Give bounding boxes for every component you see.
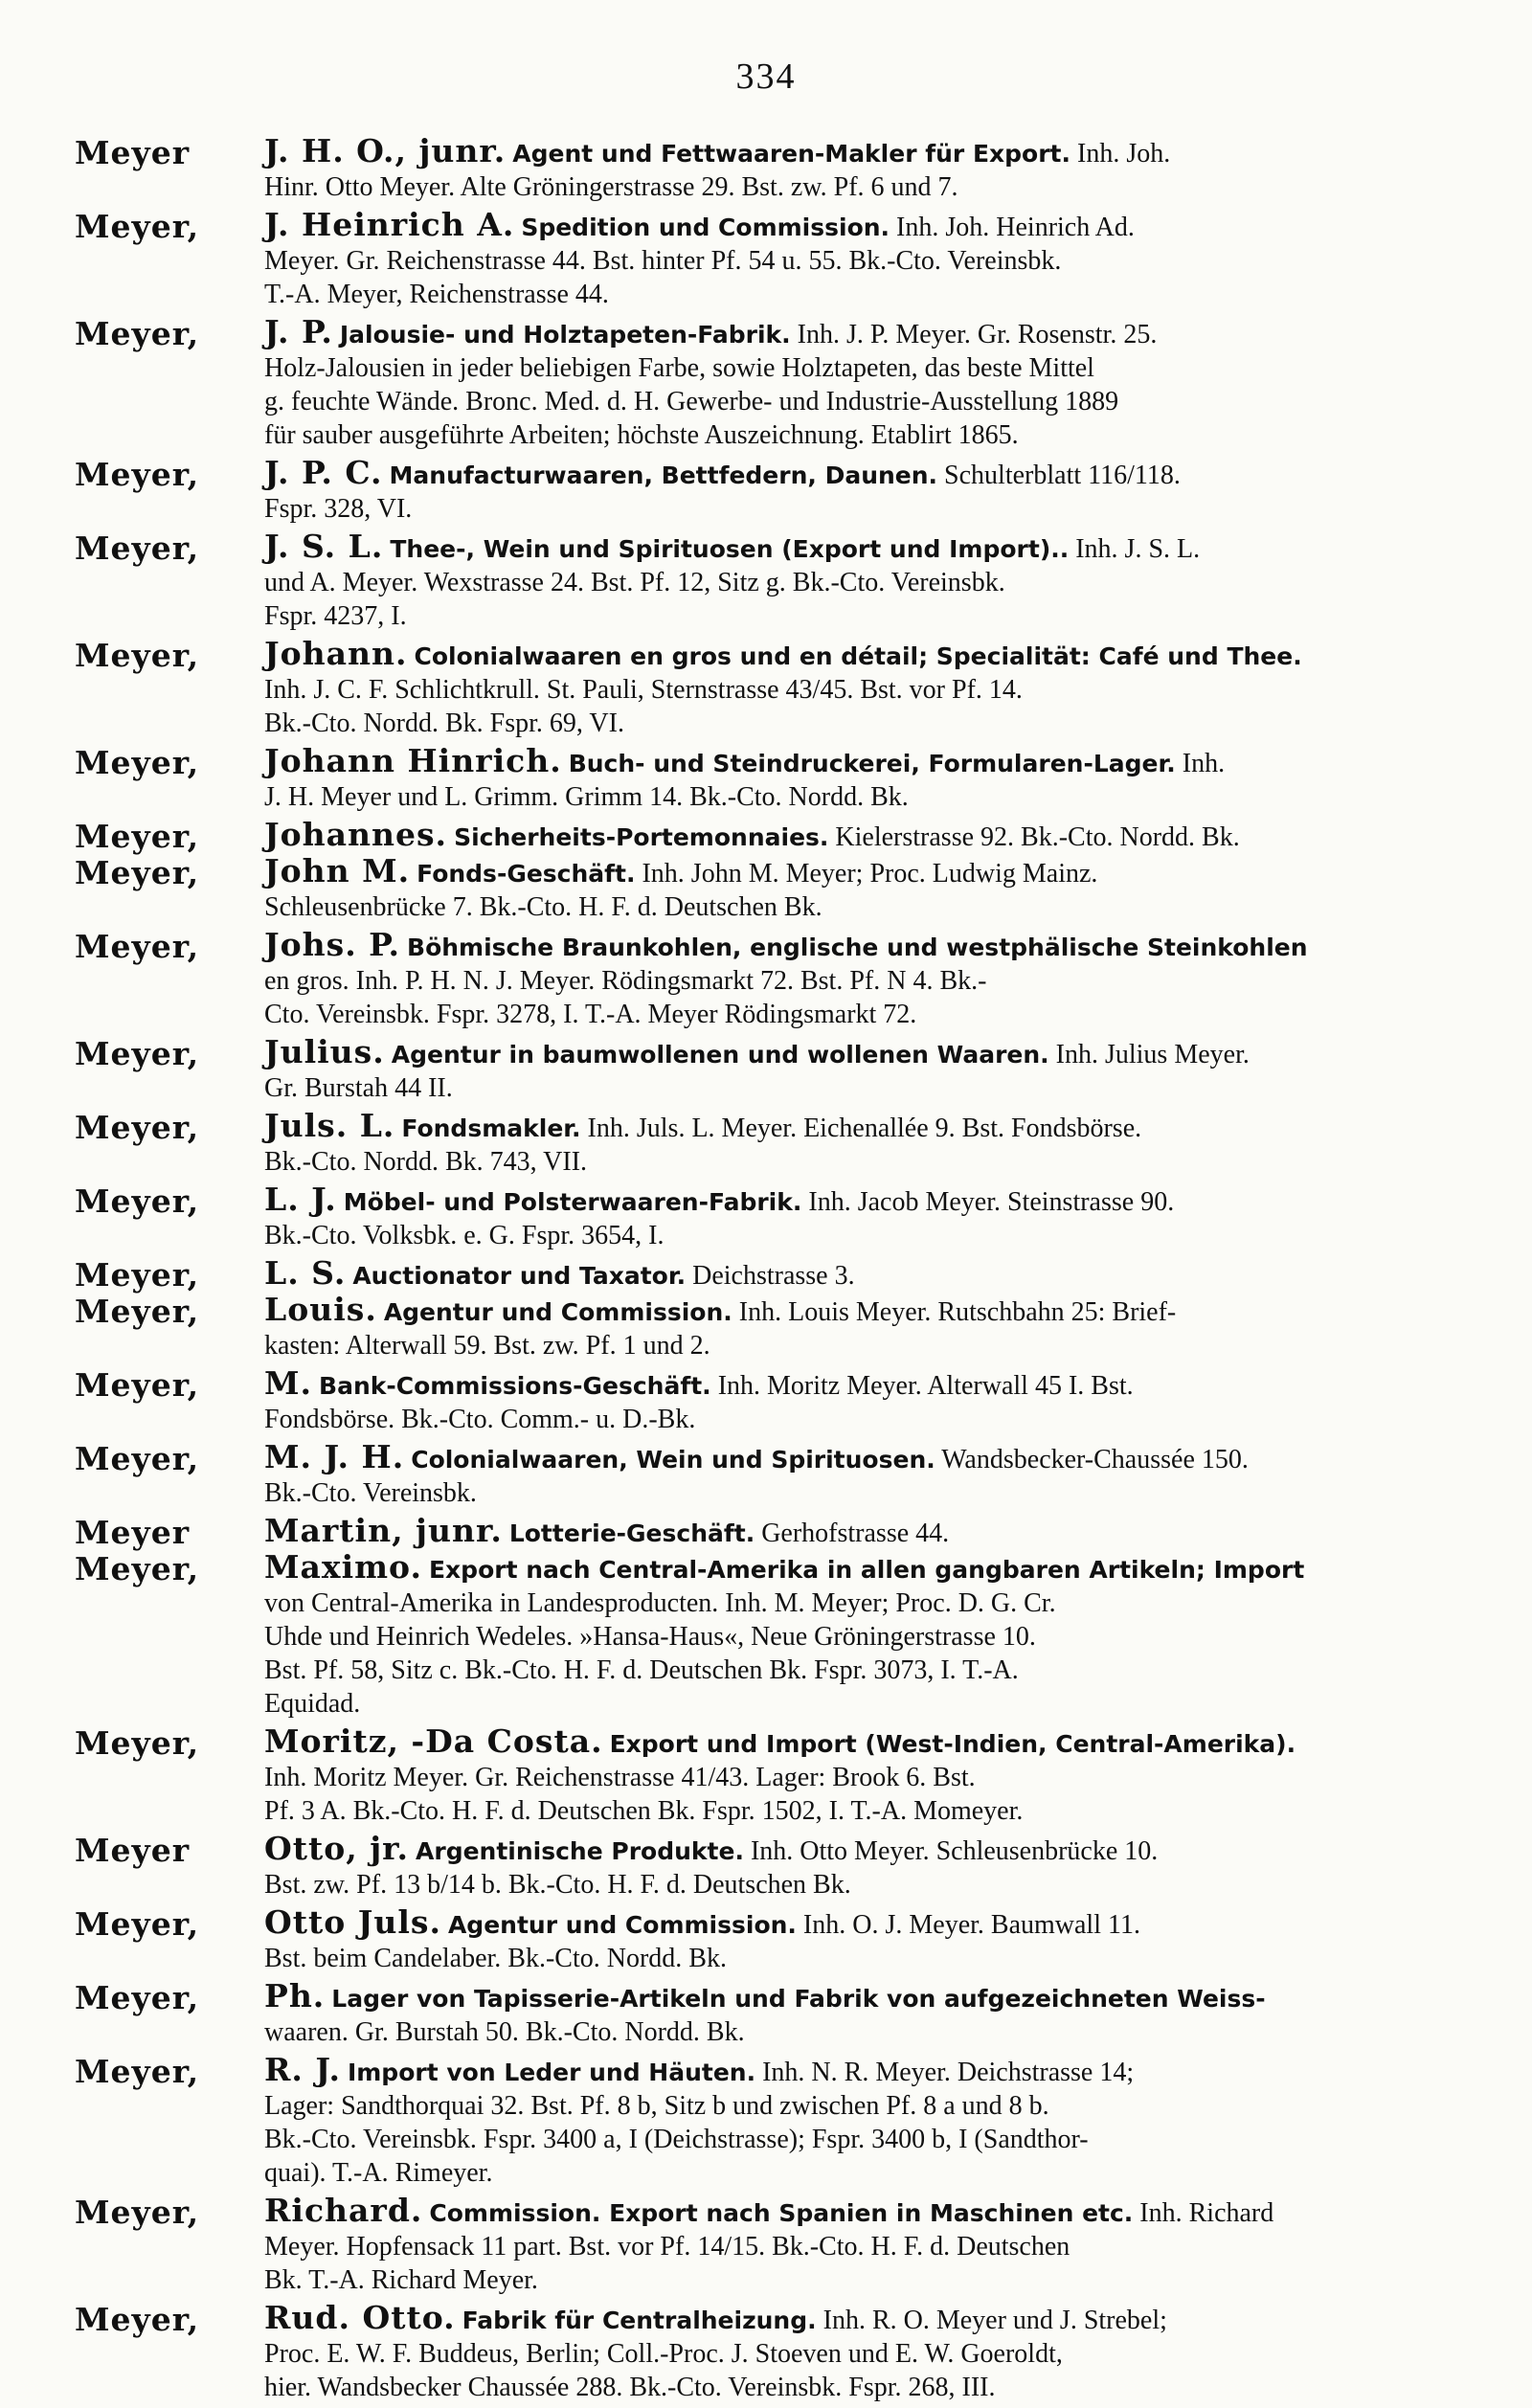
entry-continuation-line: Bst. beim Candelaber. Bk.-Cto. Nordd. Bk. xyxy=(264,1944,727,1973)
entry-continuation-line: Hinr. Otto Meyer. Alte Gröningerstrasse 29. Bst. zw. Pf. 6 und 7. xyxy=(264,172,958,202)
entry-details: Inh. xyxy=(1182,749,1226,778)
entry-first-line xyxy=(264,818,1490,854)
directory-entry xyxy=(75,208,1490,311)
entry-firm-name: Ph. xyxy=(264,1977,326,2014)
directory-entry xyxy=(75,1035,1490,1105)
entry-first-line xyxy=(264,1514,1490,1550)
entry-details: Inh. Juls. L. Meyer. Eichenallée 9. Bst. Fondsbörse. xyxy=(587,1114,1142,1143)
entry-surname: Meyer, xyxy=(75,1724,200,1762)
entry-continuation-line: Inh. Moritz Meyer. Gr. Reichenstrasse 41/43. Lager: Brook 6. Bst. xyxy=(264,1763,976,1792)
entry-details: Inh. J. S. L. xyxy=(1075,534,1201,564)
directory-entry xyxy=(75,818,1490,854)
entry-surname: Meyer, xyxy=(75,1905,200,1943)
entry-firm-name: Maximo. xyxy=(264,1548,422,1586)
entry-business: Böhmische Braunkohlen, englische und westphälische Steinkohlen xyxy=(407,934,1308,961)
directory-entry xyxy=(75,529,1490,633)
entry-surname: Meyer xyxy=(75,1832,191,1869)
entry-surname: Meyer, xyxy=(75,2194,200,2231)
entry-business: Lager von Tapisserie-Artikeln und Fabrik von aufgezeichneten Weiss- xyxy=(331,1985,1266,2013)
entry-first-line xyxy=(264,2194,1490,2230)
directory-entry xyxy=(75,1832,1490,1902)
entry-first-line xyxy=(264,529,1490,566)
entry-details: Inh. Louis Meyer. Rutschbahn 25: Brief- xyxy=(738,1297,1177,1327)
entry-business: Lotterie-Geschäft. xyxy=(508,1519,755,1547)
entry-first-line xyxy=(264,928,1490,964)
entry-surname: Meyer, xyxy=(75,744,200,781)
entry-business: Fondsmakler. xyxy=(401,1114,581,1142)
entry-continuation-line: Gr. Burstah 44 II. xyxy=(264,1073,453,1103)
entry-business: Colonialwaaren, Wein und Spirituosen. xyxy=(411,1446,935,1474)
entry-business: Colonialwaaren en gros und en détail; Specialität: Café und Thee. xyxy=(414,642,1302,670)
entry-continuation-line: Proc. E. W. F. Buddeus, Berlin; Coll.-Proc. J. Stoeven und E. W. Goeroldt, xyxy=(264,2339,1063,2369)
entry-firm-name: Moritz, -Da Costa. xyxy=(264,1722,603,1760)
entry-continuation-line: g. feuchte Wände. Bronc. Med. d. H. Gewerbe- und Industrie-Ausstellung 1889 xyxy=(264,387,1119,416)
entry-first-line xyxy=(264,2053,1490,2089)
entry-first-line xyxy=(264,1550,1490,1587)
entry-business: Auctionator und Taxator. xyxy=(352,1262,687,1290)
entry-continuation-line: T.-A. Meyer, Reichenstrasse 44. xyxy=(264,280,609,309)
entry-continuation-line: kasten: Alterwall 59. Bst. zw. Pf. 1 und 2. xyxy=(264,1331,710,1361)
entry-surname: Meyer, xyxy=(75,1035,200,1072)
entry-details: Inh. O. J. Meyer. Baumwall 11. xyxy=(802,1910,1140,1940)
entry-details: Inh. Joh. Heinrich Ad. xyxy=(896,213,1135,242)
entry-continuation-line: Bk.-Cto. Vereinsbk. Fspr. 3400 a, I (Deichstrasse); Fspr. 3400 b, I (Sandthor- xyxy=(264,2125,1089,2154)
entry-business: Import von Leder und Häuten. xyxy=(347,2059,756,2086)
entry-continuation-line: en gros. Inh. P. H. N. J. Meyer. Rödingsmarkt 72. Bst. Pf. N 4. Bk.- xyxy=(264,966,987,996)
entry-surname: Meyer, xyxy=(75,1979,200,2016)
entry-details: Inh. Otto Meyer. Schleusenbrücke 10. xyxy=(750,1836,1159,1866)
entry-continuation-line: quai). T.-A. Rimeyer. xyxy=(264,2158,493,2188)
entry-details: Inh. Moritz Meyer. Alterwall 45 I. Bst. xyxy=(717,1371,1134,1401)
entry-first-line xyxy=(264,1256,1490,1293)
entry-first-line xyxy=(264,1440,1490,1476)
entry-surname: Meyer xyxy=(75,1514,191,1551)
entry-surname: Meyer, xyxy=(75,315,200,352)
entry-details: Inh. N. R. Meyer. Deichstrasse 14; xyxy=(762,2058,1135,2087)
entry-details: Wandsbecker-Chaussée 150. xyxy=(941,1445,1249,1474)
directory-entry xyxy=(75,315,1490,452)
directory-entry xyxy=(75,2301,1490,2404)
entry-business: Spedition und Commission. xyxy=(521,214,890,241)
entry-continuation-line: Fspr. 328, VI. xyxy=(264,494,413,524)
entry-business: Export nach Central-Amerika in allen gangbaren Artikeln; Import xyxy=(428,1556,1305,1584)
entry-surname: Meyer, xyxy=(75,2301,200,2338)
entry-details: Deichstrasse 3. xyxy=(692,1261,855,1291)
directory-entry xyxy=(75,2053,1490,2190)
entry-first-line xyxy=(264,854,1490,890)
directory-entry xyxy=(75,1550,1490,1721)
entry-continuation-line: Bk.-Cto. Vereinsbk. xyxy=(264,1478,477,1508)
entry-continuation-line: Bk.-Cto. Nordd. Bk. 743, VII. xyxy=(264,1147,588,1177)
entry-business: Agentur in baumwollenen und wollenen Waaren. xyxy=(391,1041,1049,1069)
entry-surname: Meyer, xyxy=(75,529,200,567)
entry-first-line xyxy=(264,1182,1490,1219)
entry-surname: Meyer, xyxy=(75,1256,200,1294)
entry-continuation-line: Equidad. xyxy=(264,1689,361,1719)
directory-entry xyxy=(75,1182,1490,1252)
entry-details: Gerhofstrasse 44. xyxy=(761,1519,950,1548)
directory-entry xyxy=(75,637,1490,740)
entry-firm-name: Juls. L. xyxy=(264,1107,395,1144)
directory-entry xyxy=(75,744,1490,814)
entry-continuation-line: Lager: Sandthorquai 32. Bst. Pf. 8 b, Sitz b und zwischen Pf. 8 a und 8 b. xyxy=(264,2091,1049,2121)
entry-continuation-line: für sauber ausgeführte Arbeiten; höchste Auszeichnung. Etablirt 1865. xyxy=(264,420,1019,450)
entry-firm-name: John M. xyxy=(264,852,411,889)
entry-first-line xyxy=(264,744,1490,780)
entry-details: Inh. Joh. xyxy=(1077,139,1171,169)
entry-business: Fonds-Geschäft. xyxy=(417,860,636,888)
entry-firm-name: Johann Hinrich. xyxy=(264,742,562,779)
entry-continuation-line: Bk.-Cto. Volksbk. e. G. Fspr. 3654, I. xyxy=(264,1221,665,1250)
directory-entry xyxy=(75,2194,1490,2297)
entry-firm-name: Julius. xyxy=(264,1033,385,1070)
entry-continuation-line: Bst. zw. Pf. 13 b/14 b. Bk.-Cto. H. F. d. Deutschen Bk. xyxy=(264,1870,851,1900)
entry-details: Inh. Jacob Meyer. Steinstrasse 90. xyxy=(808,1187,1175,1217)
entry-business: Agentur und Commission. xyxy=(383,1298,732,1326)
entry-continuation-line: Fondsbörse. Bk.-Cto. Comm.- u. D.-Bk. xyxy=(264,1405,696,1434)
entry-details: Inh. John M. Meyer; Proc. Ludwig Mainz. xyxy=(642,859,1098,889)
entry-surname: Meyer, xyxy=(75,854,200,891)
entry-first-line xyxy=(264,2301,1490,2337)
entry-first-line xyxy=(264,456,1490,492)
directory-entry xyxy=(75,1293,1490,1362)
entry-surname: Meyer, xyxy=(75,1550,200,1587)
entry-business: Jalousie- und Holztapeten-Fabrik. xyxy=(339,321,791,349)
entry-business: Sicherheits-Portemonnaies. xyxy=(454,823,829,851)
directory-entry xyxy=(75,1256,1490,1293)
entry-continuation-line: Schleusenbrücke 7. Bk.-Cto. H. F. d. Deutschen Bk. xyxy=(264,892,822,922)
entry-surname: Meyer, xyxy=(75,208,200,245)
entry-surname: Meyer, xyxy=(75,1440,200,1477)
directory-entry xyxy=(75,1979,1490,2049)
entry-surname: Meyer xyxy=(75,134,191,171)
entry-business: Agentur und Commission. xyxy=(447,1911,797,1939)
directory-entry xyxy=(75,1724,1490,1828)
entry-surname: Meyer, xyxy=(75,928,200,965)
entry-business: Thee-, Wein und Spirituosen (Export und Import).. xyxy=(390,535,1070,563)
entry-firm-name: Martin, junr. xyxy=(264,1512,503,1549)
directory-entry xyxy=(75,134,1490,204)
entry-firm-name: L. J. xyxy=(264,1181,337,1218)
entry-continuation-line: Meyer. Hopfensack 11 part. Bst. vor Pf. 14/15. Bk.-Cto. H. F. d. Deutschen xyxy=(264,2232,1070,2262)
entry-continuation-line: und A. Meyer. Wexstrasse 24. Bst. Pf. 12, Sitz g. Bk.-Cto. Vereinsbk. xyxy=(264,568,1005,597)
entry-business: Manufacturwaaren, Bettfedern, Daunen. xyxy=(389,461,938,489)
entry-firm-name: Richard. xyxy=(264,2192,423,2229)
entry-first-line xyxy=(264,1905,1490,1942)
entry-firm-name: J. S. L. xyxy=(264,528,384,565)
entry-firm-name: Rud. Otto. xyxy=(264,2299,456,2336)
entry-continuation-line: Pf. 3 A. Bk.-Cto. H. F. d. Deutschen Bk. Fspr. 1502, I. T.-A. Momeyer. xyxy=(264,1796,1024,1826)
entry-continuation-line: Meyer. Gr. Reichenstrasse 44. Bst. hinter Pf. 54 u. 55. Bk.-Cto. Vereinsbk. xyxy=(264,246,1062,276)
directory-entry xyxy=(75,854,1490,924)
entry-firm-name: Otto, jr. xyxy=(264,1830,410,1867)
entry-continuation-line: Bk.-Cto. Nordd. Bk. Fspr. 69, VI. xyxy=(264,709,624,738)
entry-surname: Meyer, xyxy=(75,1182,200,1220)
entry-details: Kielerstrasse 92. Bk.-Cto. Nordd. Bk. xyxy=(835,822,1240,852)
entry-surname: Meyer, xyxy=(75,1293,200,1330)
entry-firm-name: Otto Juls. xyxy=(264,1903,441,1941)
entry-business: Fabrik für Centralheizung. xyxy=(462,2307,817,2334)
entry-first-line xyxy=(264,637,1490,673)
directory-entry xyxy=(75,456,1490,526)
entry-surname: Meyer, xyxy=(75,2053,200,2090)
entry-first-line xyxy=(264,208,1490,244)
entry-details: Inh. J. P. Meyer. Gr. Rosenstr. 25. xyxy=(797,320,1158,349)
entry-firm-name: J. P. C. xyxy=(264,454,383,491)
entry-surname: Meyer, xyxy=(75,637,200,674)
entry-continuation-line: J. H. Meyer und L. Grimm. Grimm 14. Bk.-Cto. Nordd. Bk. xyxy=(264,782,909,812)
page-number: 334 xyxy=(735,56,797,97)
entry-first-line xyxy=(264,1832,1490,1868)
entry-first-line xyxy=(264,1724,1490,1761)
entry-details: Inh. Richard xyxy=(1139,2198,1274,2228)
entry-continuation-line: Bk. T.-A. Richard Meyer. xyxy=(264,2265,538,2295)
directory-entry xyxy=(75,1366,1490,1436)
entry-business: Argentinische Produkte. xyxy=(416,1837,744,1865)
directory-entry xyxy=(75,1514,1490,1550)
entry-details: Inh. Julius Meyer. xyxy=(1055,1040,1250,1069)
entry-business: Agent und Fettwaaren-Makler für Export. xyxy=(512,140,1071,168)
entry-firm-name: M. xyxy=(264,1364,313,1402)
entry-details: Inh. R. O. Meyer und J. Strebel; xyxy=(822,2306,1167,2335)
entry-firm-name: M. J. H. xyxy=(264,1438,405,1475)
directory-entry xyxy=(75,1905,1490,1975)
entry-continuation-line: waaren. Gr. Burstah 50. Bk.-Cto. Nordd. Bk. xyxy=(264,2017,745,2047)
entry-business: Export und Import (West-Indien, Central-Amerika). xyxy=(609,1730,1296,1758)
entry-continuation-line: von Central-Amerika in Landesproducten. Inh. M. Meyer; Proc. D. G. Cr. xyxy=(264,1588,1056,1618)
entry-firm-name: Johann. xyxy=(264,635,408,672)
entry-surname: Meyer, xyxy=(75,1366,200,1404)
directory-entry xyxy=(75,1109,1490,1179)
entry-surname: Meyer, xyxy=(75,456,200,493)
entry-firm-name: Louis. xyxy=(264,1291,377,1328)
entry-business: Buch- und Steindruckerei, Formularen-Lager. xyxy=(568,750,1176,777)
entry-continuation-line: Holz-Jalousien in jeder beliebigen Farbe, sowie Holztapeten, das beste Mittel xyxy=(264,353,1094,383)
entry-continuation-line: Uhde und Heinrich Wedeles. »Hansa-Haus«, Neue Gröningerstrasse 10. xyxy=(264,1622,1036,1652)
entry-firm-name: J. H. O., junr. xyxy=(264,132,507,169)
entry-surname: Meyer, xyxy=(75,1109,200,1146)
entry-first-line xyxy=(264,134,1490,170)
entry-first-line xyxy=(264,1366,1490,1403)
entry-first-line xyxy=(264,1979,1490,2015)
entry-first-line xyxy=(264,315,1490,351)
entry-firm-name: J. P. xyxy=(264,313,333,350)
entry-first-line xyxy=(264,1109,1490,1145)
entry-continuation-line: Cto. Vereinsbk. Fspr. 3278, I. T.-A. Meyer Rödingsmarkt 72. xyxy=(264,1000,917,1029)
entry-continuation-line: Fspr. 4237, I. xyxy=(264,601,407,631)
entry-continuation-line: hier. Wandsbecker Chaussée 288. Bk.-Cto. Vereinsbk. Fspr. 268, III. xyxy=(264,2373,996,2402)
entry-firm-name: L. S. xyxy=(264,1254,347,1292)
entry-continuation-line: Inh. J. C. F. Schlichtkrull. St. Pauli, Sternstrasse 43/45. Bst. vor Pf. 14. xyxy=(264,675,1023,705)
entry-first-line xyxy=(264,1293,1490,1329)
entry-business: Möbel- und Polsterwaaren-Fabrik. xyxy=(343,1188,802,1216)
entry-firm-name: J. Heinrich A. xyxy=(264,206,515,243)
entry-firm-name: R. J. xyxy=(264,2051,341,2088)
entry-details: Schulterblatt 116/118. xyxy=(944,461,1181,490)
entry-firm-name: Johannes. xyxy=(264,816,448,853)
directory-entry xyxy=(75,1440,1490,1510)
directory-entry xyxy=(75,928,1490,1031)
entry-business: Commission. Export nach Spanien in Maschinen etc. xyxy=(429,2199,1134,2227)
directory-entries xyxy=(75,134,1490,2408)
entry-firm-name: Johs. P. xyxy=(264,926,401,963)
entry-continuation-line: Bst. Pf. 58, Sitz c. Bk.-Cto. H. F. d. Deutschen Bk. Fspr. 3073, I. T.-A. xyxy=(264,1655,1019,1685)
entry-surname: Meyer, xyxy=(75,818,200,855)
entry-business: Bank-Commissions-Geschäft. xyxy=(319,1372,711,1400)
entry-first-line xyxy=(264,1035,1490,1071)
